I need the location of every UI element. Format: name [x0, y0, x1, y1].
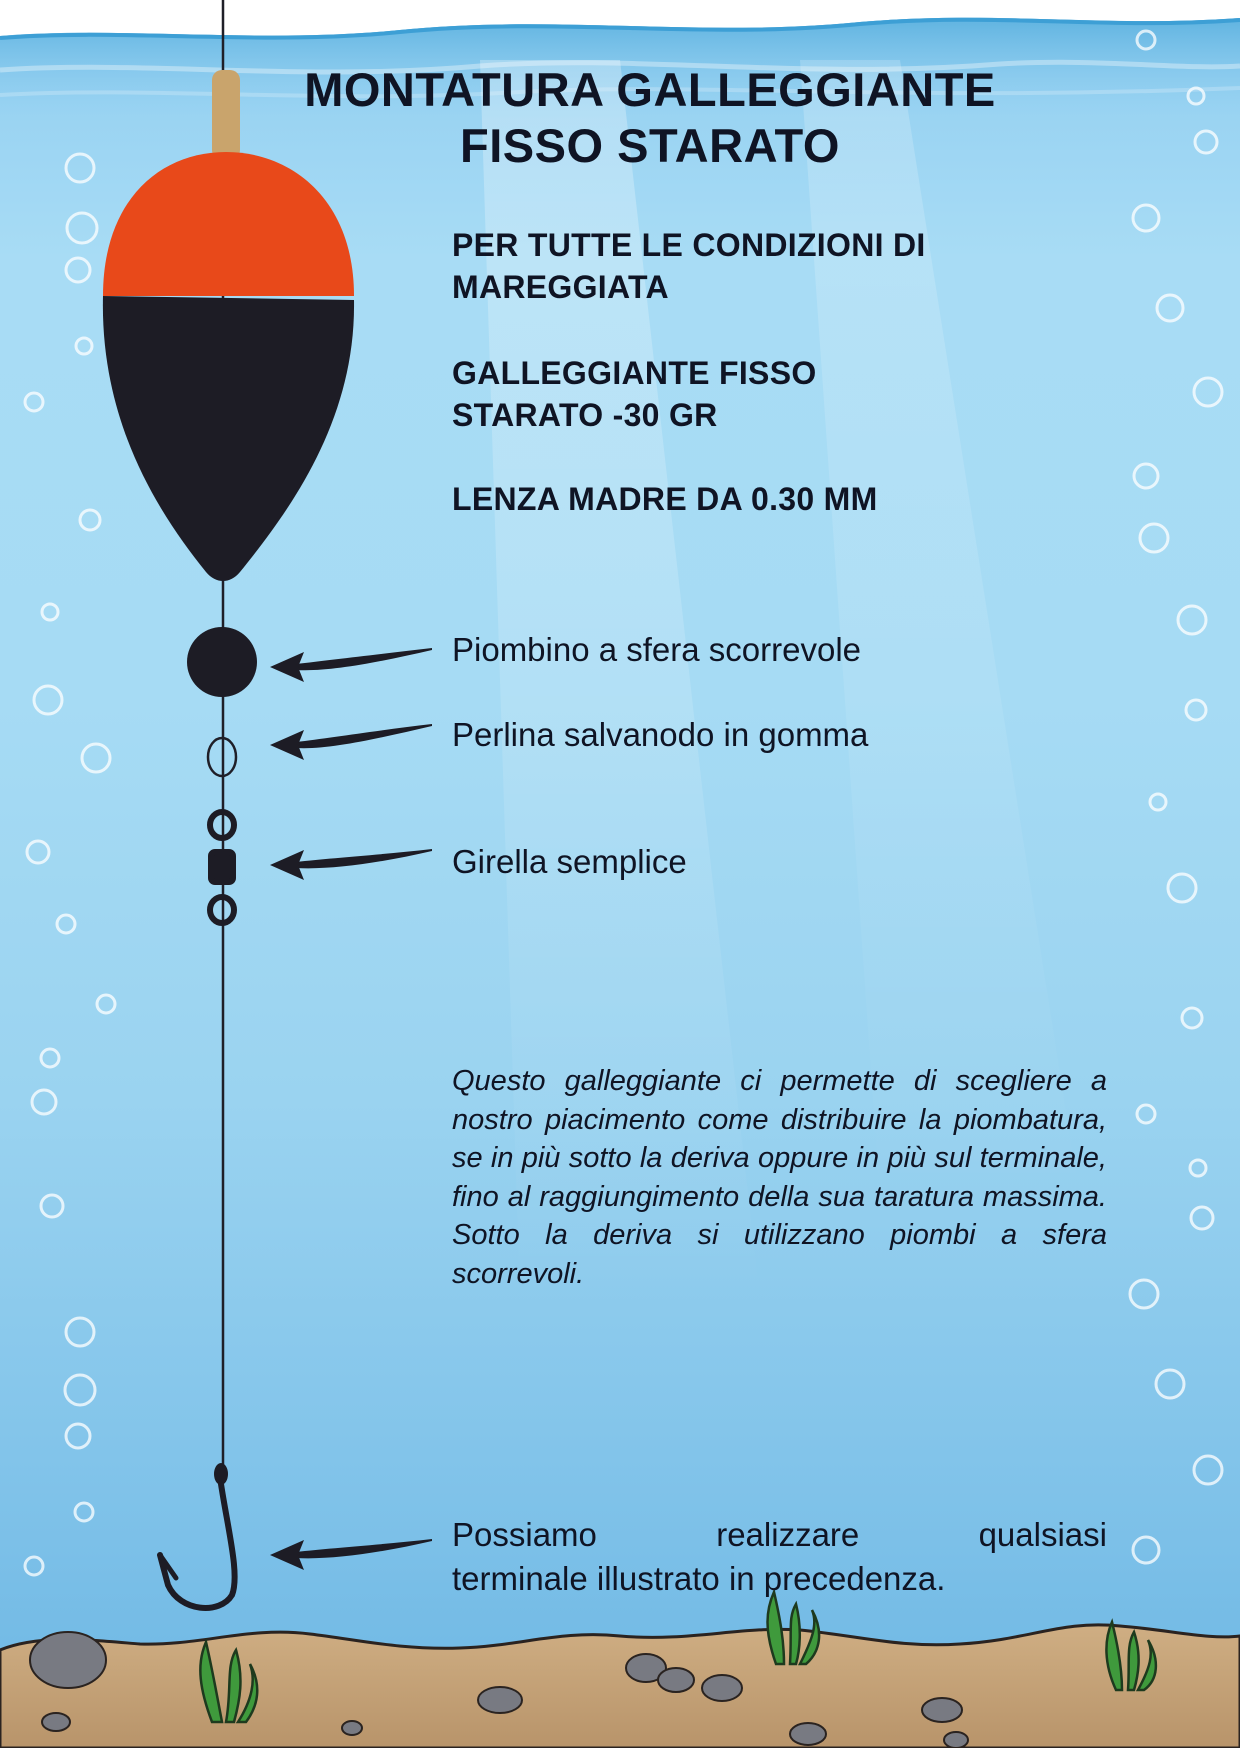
label-rubber-bead: Perlina salvanodo in gomma: [452, 716, 869, 753]
bubble: [34, 686, 62, 714]
bubble: [76, 338, 92, 354]
bubble: [1133, 1537, 1159, 1563]
title-line-2: FISSO STARATO: [460, 119, 840, 172]
spec-conditions-line-1: PER TUTTE LE CONDIZIONI DI: [452, 227, 926, 263]
bubble: [41, 1195, 63, 1217]
label-sliding-ball-sinker: Piombino a sfera scorrevole: [452, 631, 862, 668]
bubble: [1194, 378, 1222, 406]
bubble: [1190, 1160, 1206, 1176]
pointer-arrow: [296, 648, 432, 670]
hook-note-line-2: terminale illustrato in precedenza.: [452, 1560, 946, 1597]
bubble: [1194, 1456, 1222, 1484]
bubble: [97, 995, 115, 1013]
bubble: [41, 1049, 59, 1067]
bubble: [1150, 794, 1166, 810]
label-swivel: Girella semplice: [452, 843, 687, 880]
bubble: [1186, 700, 1206, 720]
bubble: [57, 915, 75, 933]
bubble: [80, 510, 100, 530]
spec-float-line-1: GALLEGGIANTE FISSO: [452, 355, 817, 391]
bubble: [1130, 1280, 1158, 1308]
bubble: [1156, 1370, 1184, 1398]
bubble: [66, 1318, 94, 1346]
bubble: [1137, 1105, 1155, 1123]
bubble: [25, 1557, 43, 1575]
hook-note: [452, 1513, 1107, 1601]
pointer-arrow: [296, 849, 432, 868]
spec-float: [452, 352, 1152, 436]
bubble: [82, 744, 110, 772]
page-title: [200, 62, 1100, 174]
spec-conditions-line-2: MAREGGIATA: [452, 269, 669, 305]
float-black-bottom: [103, 296, 354, 581]
bubble: [27, 841, 49, 863]
bubble: [1195, 131, 1217, 153]
bubble: [42, 604, 58, 620]
pointer-arrow: [296, 724, 432, 748]
bubble: [66, 154, 94, 182]
hook-note-line-1: Possiamo realizzare qualsiasi: [452, 1516, 1107, 1553]
bubble: [1178, 606, 1206, 634]
bubble: [32, 1090, 56, 1114]
arrows: [270, 648, 432, 1570]
bubble: [66, 1424, 90, 1448]
bubble: [1168, 874, 1196, 902]
bubble: [67, 213, 97, 243]
bubble: [75, 1503, 93, 1521]
spec-float-line-2: STARATO -30 GR: [452, 397, 718, 433]
spec-conditions: [452, 224, 1152, 308]
hook-icon: [160, 1463, 235, 1608]
bubble: [1191, 1207, 1213, 1229]
bubble: [25, 393, 43, 411]
description-paragraph: Questo galleggiante ci permette di scegliere a nostro piacimento come distribuire la piombatura, se in più sotto la deriva oppure in più sul terminale, fino al raggiungimento della sua taratura massima. Sotto la deriva si utilizzano piombi a sfera scorrevoli.: [452, 1065, 1107, 1290]
pointer-arrow: [296, 1539, 432, 1558]
bubble: [66, 258, 90, 282]
sliding-ball-sinker-icon: [187, 627, 257, 697]
bubble: [1157, 295, 1183, 321]
bubble: [65, 1375, 95, 1405]
bubble: [1140, 524, 1168, 552]
spec-mainline: LENZA MADRE DA 0.30 MM: [452, 481, 878, 517]
title-line-1: MONTATURA GALLEGGIANTE: [304, 63, 996, 116]
sea-floor: [0, 1625, 1240, 1748]
bubble: [1182, 1008, 1202, 1028]
